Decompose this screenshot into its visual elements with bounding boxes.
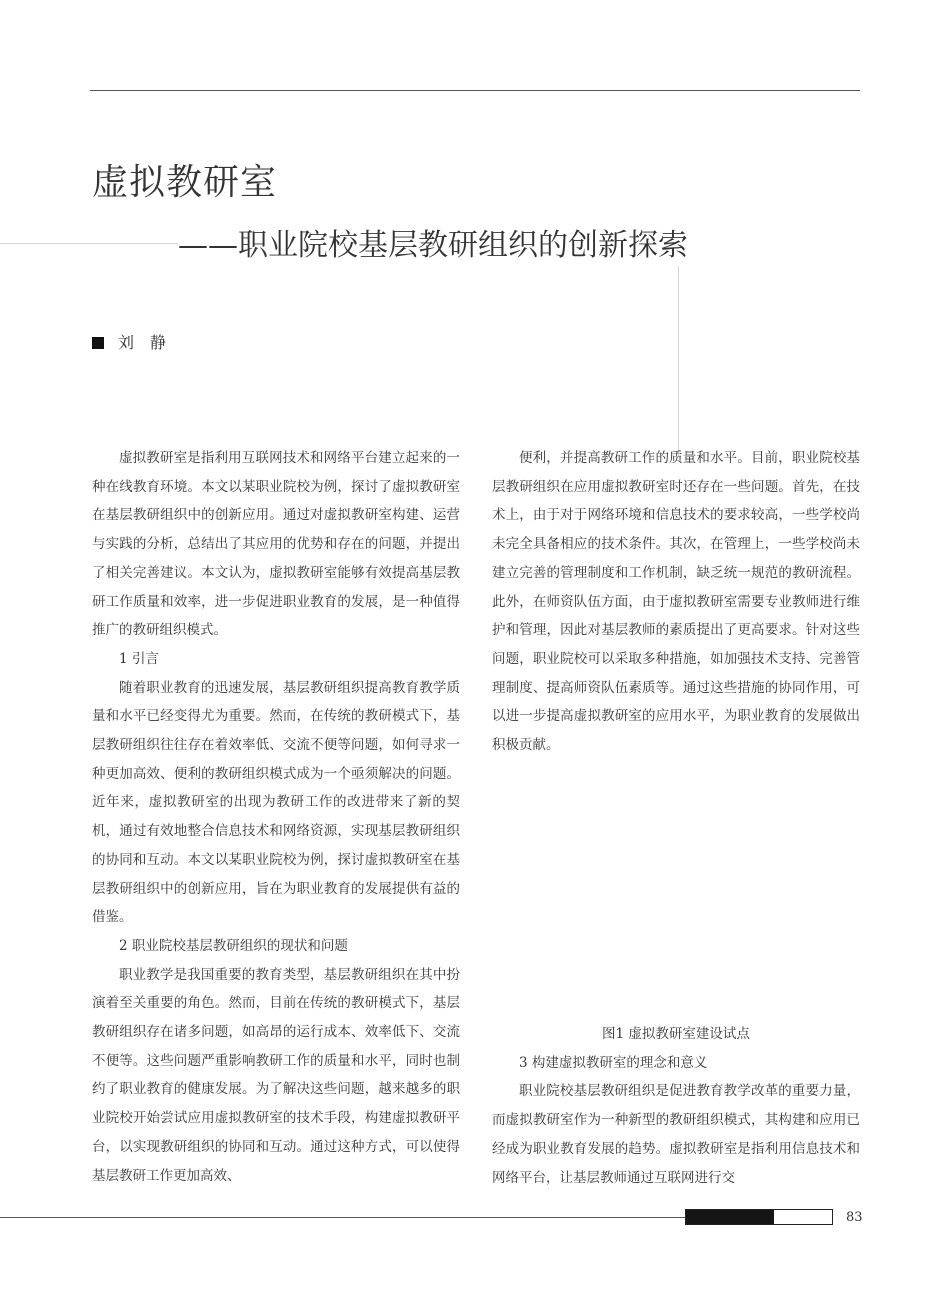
section-heading: 3 构建虚拟教研室的理念和意义 xyxy=(519,1054,708,1071)
section-heading: 1 引言 xyxy=(119,650,159,667)
body-paragraph: 随着职业教育的迅速发展，基层教研组织提高教育教学质量和水平已经变得尤为重要。然而，在传统的教研模式下，基层教研组织往往存在着效率低、交流不便等问题，如何寻求一种更加高效、便利的教研组织模式成为一个亟须解决的问题。近年来，虚拟教研室的出现为教研工作的改进带来了新的契机，通过有效地整合信息技术和网络资源，实现基层教研组织的协同和互动。本文以某职业院校为例，探讨虚拟教研室在基层教研组织中的创新应用，旨在为职业教育的发展提供有益的借鉴。 xyxy=(92,679,460,926)
figure-caption: 图1 虚拟教研室建设试点 xyxy=(602,1026,750,1042)
page-number-box-fill xyxy=(686,1210,774,1224)
right-text-column-bottom xyxy=(492,1020,860,1192)
author-name: 刘 静 xyxy=(118,333,167,352)
section-heading: 2 职业院校基层教研组织的现状和问题 xyxy=(119,937,348,954)
header-rule xyxy=(90,90,860,91)
body-paragraph: 虚拟教研室是指利用互联网技术和网络平台建立起来的一种在线教育环境。本文以某职业院校为例，探讨了虚拟教研室在基层教研组织中的创新应用。通过对虚拟教研室构建、运营与实践的分析，总结出了其应用的优势和存在的问题，并提出了相关完善建议。本文认为，虚拟教研室能够有效提高基层教研工作质量和效率，进一步促进职业教育的发展，是一种值得推广的教研组织模式。 xyxy=(92,450,460,639)
author-line xyxy=(92,332,166,354)
left-text-column xyxy=(92,444,460,1190)
page-number: 83 xyxy=(846,1210,863,1225)
article-subtitle: ——职业院校基层教研组织的创新探索 xyxy=(178,226,692,266)
article-title: 虚拟教研室 xyxy=(92,162,278,203)
right-text-column-top xyxy=(492,444,860,760)
body-paragraph: 职业院校基层教研组织是促进教育教学改革的重要力量，而虚拟教研室作为一种新型的教研组织模式，其构建和应用已经成为职业教育发展的趋势。虚拟教研室是指利用信息技术和网络平台，让基层教师通过互联网进行交 xyxy=(492,1083,860,1186)
body-paragraph: 便利，并提高教研工作的质量和水平。目前，职业院校基层教研组织在应用虚拟教研室时还存在一些问题。首先，在技术上，由于对于网络环境和信息技术的要求较高，一些学校尚未完全具备相应的技术条件。其次，在管理上，一些学校尚未建立完善的管理制度和工作机制，缺乏统一规范的教研流程。此外，在师资队伍方面，由于虚拟教研室需要专业教师进行维护和管理，因此对基层教师的素质提出了更高要求。针对这些问题，职业院校可以采取多种措施，如加强技术支持、完善管理制度、提高师资队伍素质等。通过这些措施的协同作用，可以进一步提高虚拟教研室的应用水平，为职业教育的发展做出积极贡献。 xyxy=(492,450,860,754)
square-bullet-icon xyxy=(92,337,104,349)
footer-rule xyxy=(0,1217,685,1218)
body-paragraph: 职业教学是我国重要的教育类型，基层教研组织在其中扮演着至关重要的角色。然而，目前在传统的教研模式下，基层教研组织存在诸多问题，如高昂的运行成本、效率低下、交流不便等。这些问题严重影响教研工作的质量和水平，同时也制约了职业教育的健康发展。为了解决这些问题，越来越多的职业院校开始尝试应用虚拟教研室的技术手段，构建虚拟教研平台，以实现教研组织的协同和互动。通过这种方式，可以使得基层教研工作更加高效、 xyxy=(92,966,460,1184)
